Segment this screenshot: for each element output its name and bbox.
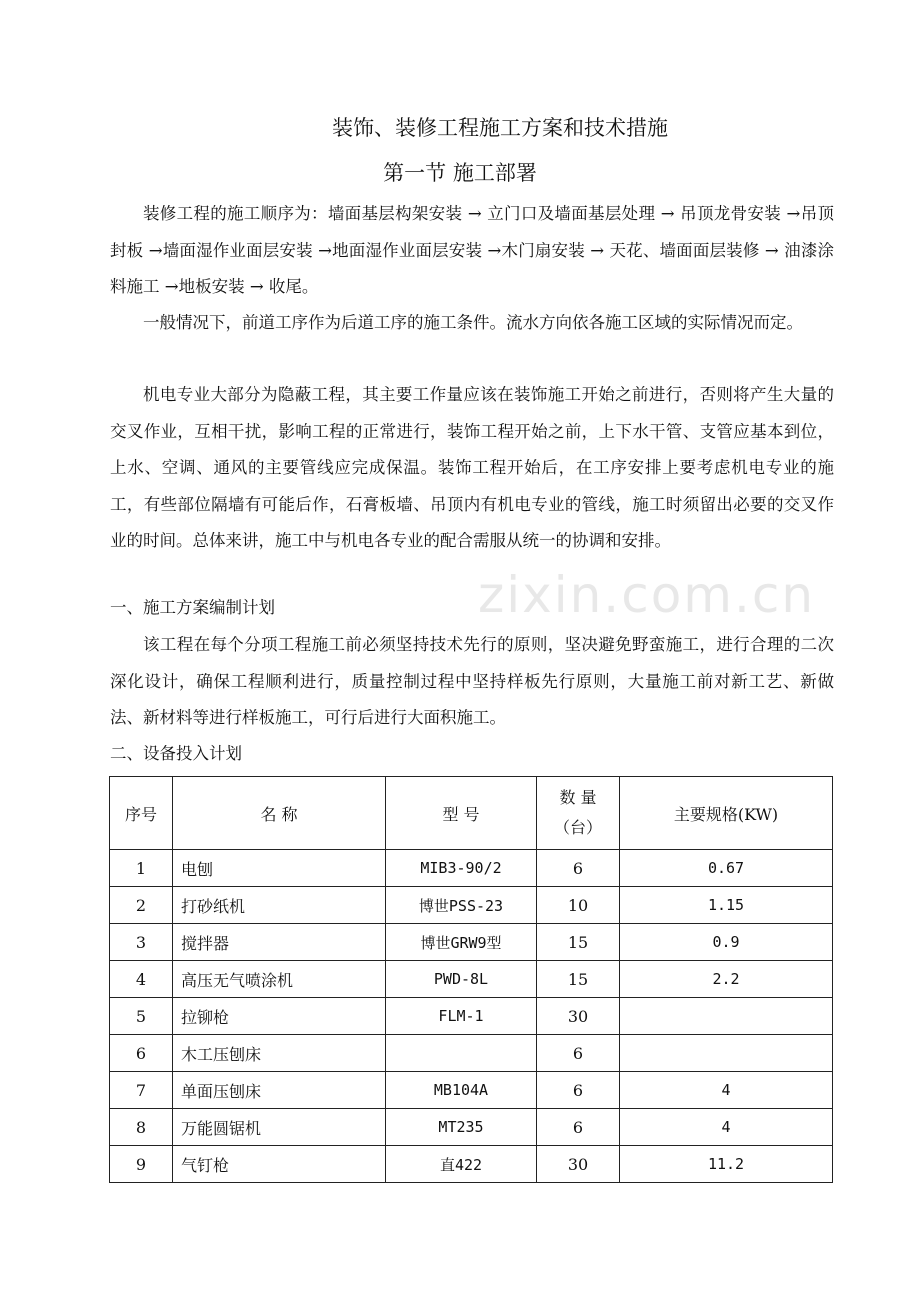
heading-plan-preparation: 一、施工方案编制计划 (110, 598, 275, 617)
header-qty (537, 777, 620, 850)
cell-no: 1 (110, 850, 173, 887)
table-row (110, 1109, 833, 1146)
cell-qty: 6 (537, 1035, 620, 1072)
cell-model: PWD-8L (386, 961, 537, 998)
cell-name: 高压无气喷涂机 (173, 961, 386, 998)
cell-model: MB104A (386, 1072, 537, 1109)
table-row (110, 1146, 833, 1183)
cell-name: 打砂纸机 (173, 887, 386, 924)
cell-spec: 2.2 (620, 961, 833, 998)
cell-model: 直422 (386, 1146, 537, 1183)
header-spec: 主要规格(KW) (620, 777, 833, 850)
header-qty-line1: 数 量 (559, 788, 597, 807)
watermark: zixin.com.cn (478, 566, 816, 624)
cell-no: 4 (110, 961, 173, 998)
paragraph-technical-principle: 该工程在每个分项工程施工前必须坚持技术先行的原则，坚决避免野蛮施工，进行合理的二次深化设计，确保工程顺利进行，质量控制过程中坚持样板先行原则，大量施工前对新工艺、新做法、新材料等进行样板施工，可行后进行大面积施工。 (110, 635, 834, 728)
section-title: 第一节 施工部署 (383, 161, 537, 185)
header-no: 序号 (110, 777, 173, 850)
cell-name: 拉铆枪 (173, 998, 386, 1035)
cell-name: 万能圆锯机 (173, 1109, 386, 1146)
cell-no: 9 (110, 1146, 173, 1183)
table-row (110, 998, 833, 1035)
cell-qty: 6 (537, 1109, 620, 1146)
table-row (110, 1072, 833, 1109)
cell-no: 3 (110, 924, 173, 961)
document-title: 装饰、装修工程施工方案和技术措施 (332, 116, 668, 140)
cell-qty: 30 (537, 1146, 620, 1183)
cell-spec: 4 (620, 1072, 833, 1109)
cell-spec: 4 (620, 1109, 833, 1146)
table-row (110, 1035, 833, 1072)
cell-no: 2 (110, 887, 173, 924)
cell-spec: 0.67 (620, 850, 833, 887)
header-qty-line2: （台） (553, 818, 602, 837)
heading-equipment-plan: 二、设备投入计划 (110, 744, 242, 763)
cell-name: 搅拌器 (173, 924, 386, 961)
cell-name: 单面压刨床 (173, 1072, 386, 1109)
cell-model: MT235 (386, 1109, 537, 1146)
cell-name: 电刨 (173, 850, 386, 887)
cell-qty: 10 (537, 887, 620, 924)
cell-name: 木工压刨床 (173, 1035, 386, 1072)
cell-qty: 15 (537, 961, 620, 998)
cell-spec: 0.9 (620, 924, 833, 961)
cell-no: 5 (110, 998, 173, 1035)
cell-model: MIB3-90/2 (386, 850, 537, 887)
table-row (110, 924, 833, 961)
cell-model (386, 1035, 537, 1072)
table-row (110, 887, 833, 924)
cell-no: 6 (110, 1035, 173, 1072)
cell-no: 7 (110, 1072, 173, 1109)
table-row (110, 961, 833, 998)
cell-model: 博世GRW9型 (386, 924, 537, 961)
cell-qty: 15 (537, 924, 620, 961)
header-name: 名 称 (173, 777, 386, 850)
cell-qty: 30 (537, 998, 620, 1035)
paragraph-general-conditions: 一般情况下，前道工序作为后道工序的施工条件。流水方向依各施工区域的实际情况而定。 (143, 313, 803, 332)
cell-name: 气钉枪 (173, 1146, 386, 1183)
paragraph-mep-coordination: 机电专业大部分为隐蔽工程，其主要工作量应该在装饰施工开始之前进行，否则将产生大量的交叉作业，互相干扰，影响工程的正常进行，装饰工程开始之前，上下水干管、支管应基本到位，上水、空调、通风的主要管线应完成保温。装饰工程开始后，在工序安排上要考虑机电专业的施工，有些部位隔墙有可能后作，石膏板墙、吊顶内有机电专业的管线，施工时须留出必要的交叉作业的时间。总体来讲，施工中与机电各专业的配合需服从统一的协调和安排。 (110, 385, 834, 551)
cell-spec: 1.15 (620, 887, 833, 924)
cell-spec: 11.2 (620, 1146, 833, 1183)
cell-model: FLM-1 (386, 998, 537, 1035)
paragraph-construction-sequence: 装修工程的施工顺序为：墙面基层构架安装 → 立门口及墙面基层处理 → 吊顶龙骨安装 →吊顶封板 →墙面湿作业面层安装 →地面湿作业面层安装 →木门扇安装 → 天花、墙面面层装修 → 油漆涂料施工 →地板安装 → 收尾。 (110, 204, 834, 297)
equipment-table (109, 776, 833, 1183)
cell-model: 博世PSS-23 (386, 887, 537, 924)
table-header-row (110, 777, 833, 850)
header-model: 型 号 (386, 777, 537, 850)
cell-qty: 6 (537, 1072, 620, 1109)
cell-qty: 6 (537, 850, 620, 887)
cell-no: 8 (110, 1109, 173, 1146)
cell-spec (620, 1035, 833, 1072)
cell-spec (620, 998, 833, 1035)
table-row (110, 850, 833, 887)
